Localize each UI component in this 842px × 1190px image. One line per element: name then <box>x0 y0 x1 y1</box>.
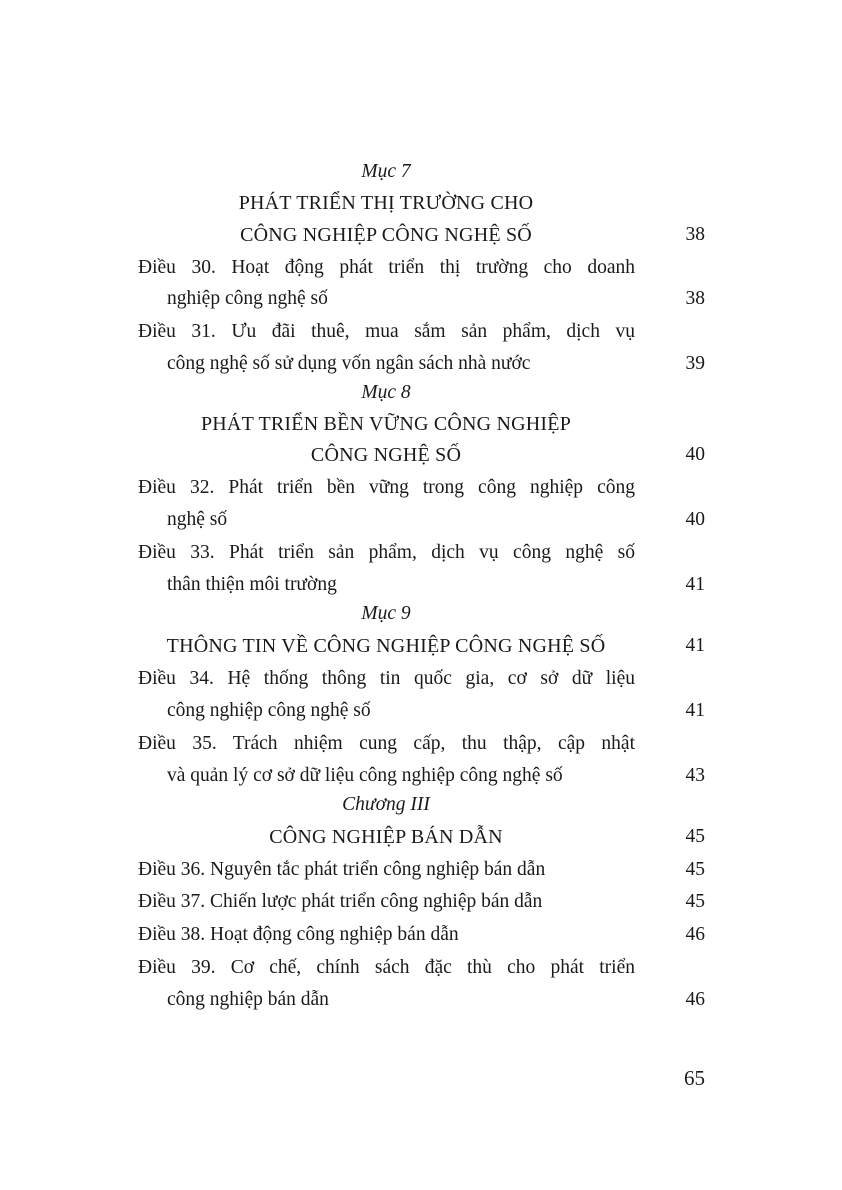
page-number: 65 <box>684 1066 705 1090</box>
toc-entry: Điều 33. Phát triển sản phẩm, dịch vụ công nghệ số <box>138 542 635 563</box>
toc-entry: Điều 35. Trách nhiệm cung cấp, thu thập, cập nhật <box>138 733 635 754</box>
section-title: THÔNG TIN VỀ CÔNG NGHIỆP CÔNG NGHỆ SỐ <box>166 635 606 657</box>
section-label: Mục 8 <box>361 382 411 403</box>
toc-entry-cont: nghiệp công nghệ số <box>167 288 328 309</box>
page-ref: 45 <box>685 859 705 880</box>
section-title: CÔNG NGHIỆP CÔNG NGHỆ SỐ <box>240 224 532 246</box>
chapter-title: CÔNG NGHIỆP BÁN DẪN <box>269 826 503 848</box>
page-ref: 41 <box>685 574 705 595</box>
page-ref: 41 <box>685 700 705 721</box>
toc-entry: Điều 34. Hệ thống thông tin quốc gia, cơ sở dữ liệu <box>138 668 635 689</box>
toc-entry-cont: công nghệ số sử dụng vốn ngân sách nhà nước <box>167 353 531 374</box>
toc-entry-cont: và quản lý cơ sở dữ liệu công nghiệp công nghệ số <box>167 765 563 786</box>
page-ref: 38 <box>685 288 705 309</box>
page-ref: 46 <box>685 989 705 1010</box>
section-title: PHÁT TRIỂN THỊ TRƯỜNG CHO <box>238 192 534 214</box>
page-ref: 45 <box>685 826 705 847</box>
toc-entry-cont: công nghiệp công nghệ số <box>167 700 371 721</box>
page-ref: 43 <box>685 765 705 786</box>
page-ref: 40 <box>685 444 705 465</box>
page-ref: 46 <box>685 924 705 945</box>
toc-entry: Điều 32. Phát triển bền vững trong công nghiệp công <box>138 477 635 498</box>
page-ref: 38 <box>685 224 705 245</box>
toc-entry: Điều 39. Cơ chế, chính sách đặc thù cho phát triển <box>138 957 635 978</box>
chapter-label: Chương III <box>342 794 430 815</box>
section-label: Mục 7 <box>361 161 411 182</box>
toc-entry: Điều 36. Nguyên tắc phát triển công nghiệp bán dẫn <box>138 859 546 880</box>
toc-entry-cont: công nghiệp bán dẫn <box>167 989 329 1010</box>
page-ref: 41 <box>685 635 705 656</box>
page-ref: 45 <box>685 891 705 912</box>
toc-entry: Điều 31. Ưu đãi thuê, mua sắm sản phẩm, dịch vụ <box>138 321 635 342</box>
section-label: Mục 9 <box>361 603 411 624</box>
section-title: PHÁT TRIỂN BỀN VỮNG CÔNG NGHIỆP <box>200 413 572 435</box>
page-ref: 40 <box>685 509 705 530</box>
toc-entry-cont: nghệ số <box>167 509 228 530</box>
page-ref: 39 <box>685 353 705 374</box>
toc-entry-cont: thân thiện môi trường <box>167 574 337 595</box>
toc-entry: Điều 30. Hoạt động phát triển thị trường cho doanh <box>138 257 635 278</box>
toc-entry: Điều 37. Chiến lược phát triển công nghiệp bán dẫn <box>138 891 543 912</box>
toc-entry: Điều 38. Hoạt động công nghiệp bán dẫn <box>138 924 459 945</box>
section-title: CÔNG NGHỆ SỐ <box>310 444 462 466</box>
